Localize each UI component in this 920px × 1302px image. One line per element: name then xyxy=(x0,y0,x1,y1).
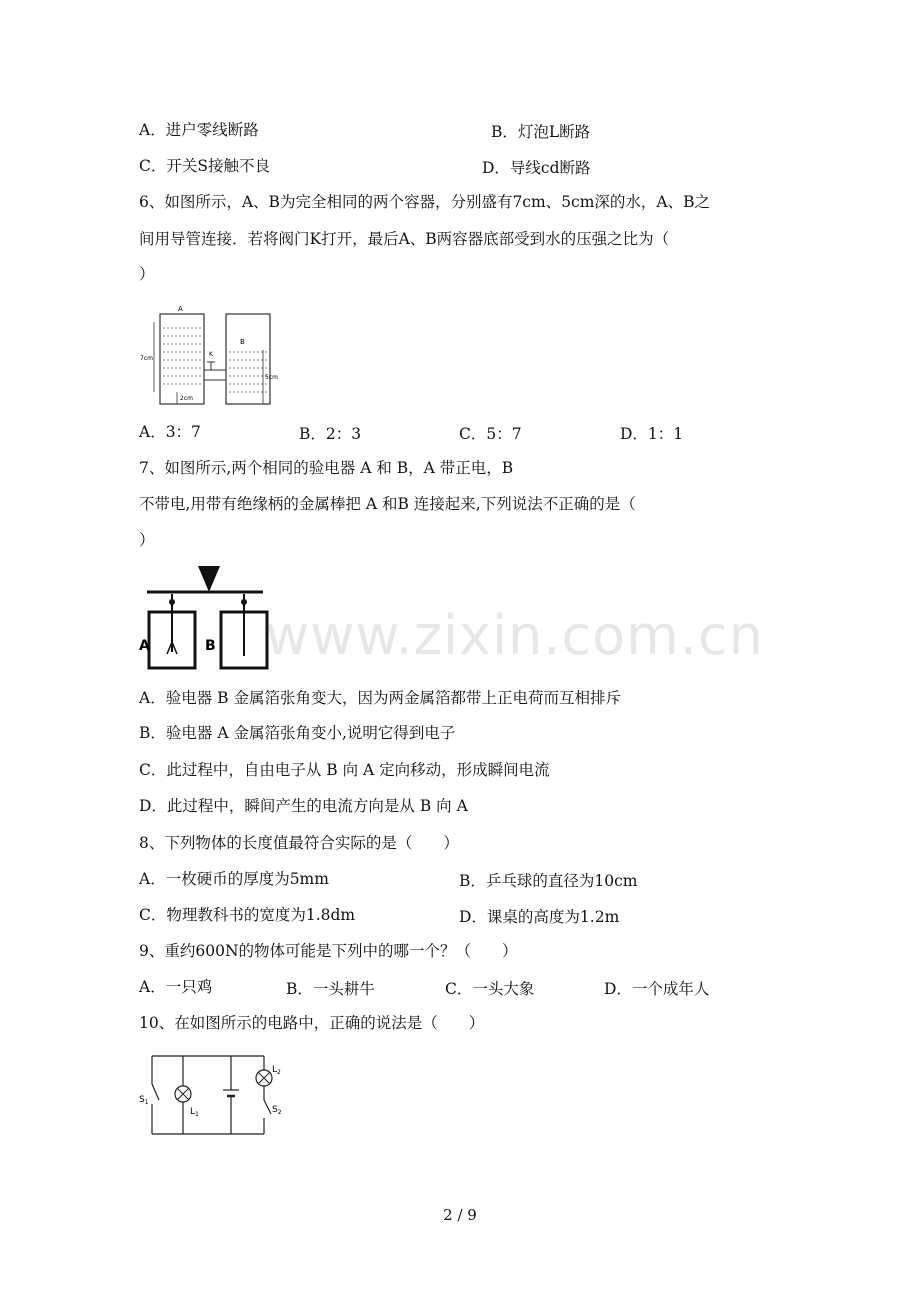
page-number: 2 / 9 xyxy=(443,1206,477,1224)
q8-option-c: C．物理教科书的宽度为1.8dm xyxy=(139,906,356,924)
q10-l2-label: $L_2$ xyxy=(272,1065,281,1076)
q7-electroscopes-figure xyxy=(139,562,269,676)
q10-s1-label: $S_1$ xyxy=(139,1095,149,1106)
q6-option-a: A．3：7 xyxy=(139,423,201,441)
q8-option-b: B．乒乓球的直径为10cm xyxy=(459,872,638,890)
q7-stem-line-1: 7、如图所示,两个相同的验电器 A 和 B，A 带正电，B xyxy=(139,459,514,477)
q6-containers-figure xyxy=(139,300,279,412)
q6-option-b: B．2：3 xyxy=(299,425,362,443)
q5-option-c: C．开关S接触不良 xyxy=(139,157,270,175)
q8-option-a: A．一枚硬币的厚度为5mm xyxy=(139,870,329,888)
q7-label-a: A xyxy=(139,638,150,654)
q5-option-a: A．进户零线断路 xyxy=(139,121,259,139)
q6-label-b: B xyxy=(240,338,245,346)
q10-s2-label: $S_2$ xyxy=(272,1105,282,1116)
q6-option-d: D．1：1 xyxy=(620,425,684,443)
q8-option-d: D．课桌的高度为1.2m xyxy=(459,908,620,926)
q7-option-d: D．此过程中，瞬间产生的电流方向是从 B 向 A xyxy=(139,797,468,815)
q7-stem-line-3: ） xyxy=(139,531,155,549)
q10-circuit-figure xyxy=(139,1050,299,1150)
q6-label-a: A xyxy=(178,305,183,313)
q9-option-b: B．一头耕牛 xyxy=(286,980,375,998)
q8-stem: 8、下列物体的长度值最符合实际的是（ ） xyxy=(139,834,459,852)
q6-pipe-height: 2cm xyxy=(180,395,193,402)
watermark: www.zixin.com.cn xyxy=(265,604,764,667)
q9-option-c: C．一头大象 xyxy=(445,980,535,998)
q10-stem: 10、在如图所示的电路中，正确的说法是（ ） xyxy=(139,1014,485,1032)
q7-label-b: B xyxy=(205,638,216,654)
q6-option-c: C．5：7 xyxy=(459,425,522,443)
q7-option-a: A．验电器 B 金属箔张角变大，因为两金属箔都带上正电荷而互相排斥 xyxy=(139,689,621,707)
q9-stem: 9、重约600N的物体可能是下列中的哪一个？（ ） xyxy=(139,942,518,960)
q9-option-a: A．一只鸡 xyxy=(139,978,213,996)
q6-depth-b: 5cm xyxy=(265,374,278,381)
q6-stem-line-1: 6、如图所示，A、B为完全相同的两个容器，分别盛有7cm、5cm深的水，A、B之 xyxy=(139,193,711,211)
q9-option-d: D．一个成年人 xyxy=(604,980,710,998)
q7-option-b: B．验电器 A 金属箔张角变小,说明它得到电子 xyxy=(139,724,456,742)
q6-stem-line-3: ） xyxy=(139,265,155,283)
q5-option-d: D．导线cd断路 xyxy=(482,159,591,177)
q6-depth-a: 7cm xyxy=(140,355,153,362)
q6-valve-label: K xyxy=(209,351,213,358)
q7-option-c: C．此过程中，自由电子从 B 向 A 定向移动，形成瞬间电流 xyxy=(139,761,550,779)
q7-stem-line-2: 不带电,用带有绝缘柄的金属棒把 A 和B 连接起来,下列说法不正确的是（ xyxy=(139,495,636,513)
q5-option-b: B．灯泡L断路 xyxy=(491,123,591,141)
q6-stem-line-2: 间用导管连接．若将阀门K打开，最后A、B两容器底部受到水的压强之比为（ xyxy=(139,230,670,248)
q10-l1-label: $L_1$ xyxy=(190,1107,199,1118)
